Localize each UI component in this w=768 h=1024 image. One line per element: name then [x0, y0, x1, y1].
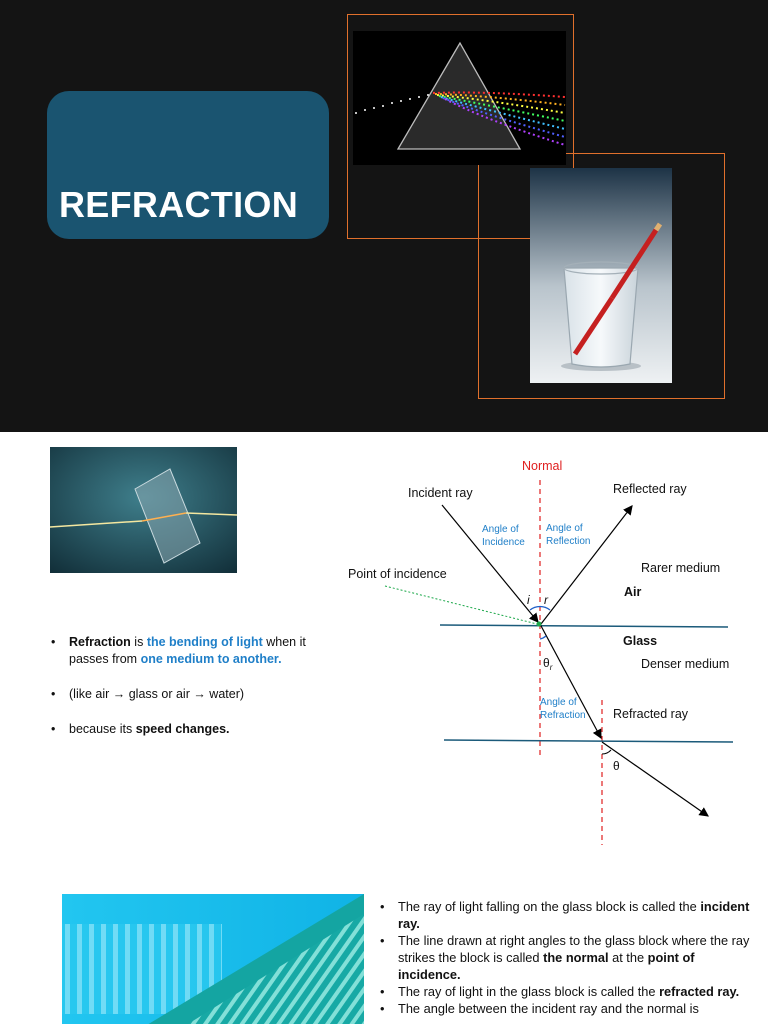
air-label: Air: [624, 585, 642, 599]
angle-r-label: r: [544, 593, 548, 607]
list-item: • The line drawn at right angles to the glass block where the ray strikes the block is called the normal at the point of incidence.: [380, 932, 758, 983]
refraction-diagram: [330, 450, 760, 860]
glass-label: Glass: [623, 634, 658, 648]
glass-surface-bottom: [444, 740, 733, 742]
pencil-in-glass-image: [530, 168, 672, 383]
list-item: • Refraction is the bending of light when it passes from one medium to another.: [51, 634, 306, 668]
angle-i-label: i: [527, 593, 530, 607]
list-item: • because its speed changes.: [51, 721, 306, 738]
incident-ray-label: Incident ray: [408, 486, 473, 500]
list-item: • The angle between the incident ray and the normal is: [380, 1000, 758, 1017]
angle-of-incidence-label: Angle of: [482, 524, 519, 535]
emergent-ray: [602, 742, 708, 816]
slide-title: REFRACTION: [59, 184, 298, 225]
title-slide: [0, 0, 768, 432]
diagram-slide: [0, 432, 768, 864]
point-of-incidence-label: Point of incidence: [348, 567, 447, 581]
theta-label: θ: [613, 759, 620, 773]
terms-slide: [0, 864, 768, 1024]
normal-label: Normal: [522, 459, 563, 473]
list-item: • The ray of light falling on the glass block is called the incident ray.: [380, 898, 758, 932]
terms-list: [380, 898, 758, 1017]
point-of-incidence-pointer: [385, 586, 537, 624]
angle-of-incidence-label: Incidence: [482, 537, 525, 548]
theta-r-label: $\theta_r$: [543, 656, 553, 672]
angle-of-reflection-label: Reflection: [546, 536, 591, 547]
incident-ray: [442, 505, 538, 622]
list-item: • The ray of light in the glass block is called the refracted ray.: [380, 983, 758, 1000]
angle-of-reflection-label: Angle of: [546, 523, 583, 534]
reflected-ray-label: Reflected ray: [613, 482, 687, 496]
prism-dispersion-image: [353, 31, 566, 165]
wave-refraction-image: [62, 894, 364, 1024]
rarer-medium-label: Rarer medium: [641, 561, 721, 575]
angle-of-refraction-label: Angle of: [540, 697, 577, 708]
denser-medium-label: Denser medium: [641, 657, 730, 671]
angle-of-refraction-label: Refraction: [540, 710, 586, 721]
definition-list: [51, 634, 306, 756]
list-item: • (like air → glass or air → water): [51, 686, 306, 703]
glass-block-refraction-image: [50, 447, 237, 573]
refracted-ray-label: Refracted ray: [613, 707, 689, 721]
glass-surface-top: [440, 625, 728, 627]
